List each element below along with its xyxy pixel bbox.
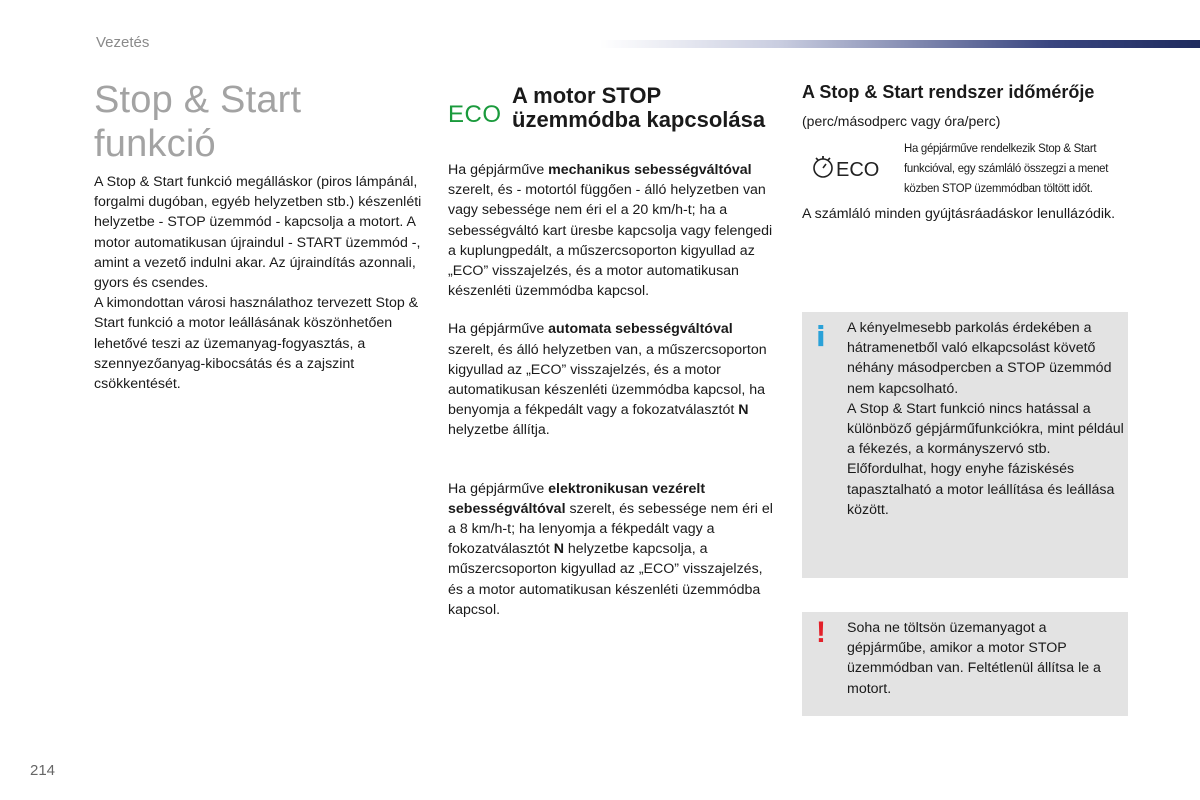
info-note (802, 312, 1128, 578)
timer-eco-label: ECO (836, 159, 880, 181)
stop-mode-column (448, 82, 778, 620)
timer-subtitle: (perc/másodperc vagy óra/perc) (802, 113, 1001, 129)
timer-eco-icon (810, 148, 890, 184)
intro-paragraph-1: A Stop & Start funkció megálláskor (piros lámpánál, forgalmi dugóban, egyéb helyzetben stb.) készenléti helyzetbe - STOP üzemmód - kapcsolja a motort. A motor automatikusan újraindul - START üzemmód -, amint a vezető indulni akar. Az újraindítás azonnali, gyors és csendes. (94, 174, 422, 292)
electronic-gearbox-paragraph: Ha gépjárműve elektronikusan vezérelt sebességváltóval szerelt, és sebessége nem éri el a 8 km/h-t; ha lenyomja a fékpedált vagy a fokozatválasztót N helyzetbe kapcsolja, a műszercsoporton kigyullad az „ECO” visszajelzés, és a motor automatikusan készenléti üzemmódba kapcsol. (448, 480, 773, 618)
intro-column (94, 78, 424, 394)
info-icon: i (816, 320, 826, 353)
timer-reset-text: A számláló minden gyújtásráadáskor lenullázódik. (802, 206, 1116, 222)
info-note-text (847, 318, 1125, 520)
page-title: Stop & Start funkció (94, 79, 302, 165)
warning-note (802, 612, 1128, 716)
intro-paragraph-2: A kimondottan városi használathoz tervezett Stop & Start funkció a motor leállásának köszönhetően lehetővé teszi az üzemanyag-fogyasztás, a szennyezőanyag-kibocsátás és a zajszint csökkentését. (94, 295, 419, 393)
automatic-gearbox-paragraph: Ha gépjárműve automata sebességváltóval szerelt, és álló helyzetben van, a műszercsoporton kigyullad az „ECO” visszajelzés, és a motor automatikusan készenléti üzemmódba kapcsol, ha benyomja a fékpedált vagy a fokozatválasztót N helyzetbe állítja. (448, 321, 767, 439)
eco-icon (448, 92, 504, 132)
eco-icon-label: ECO (448, 101, 502, 128)
manual-gearbox-paragraph: Ha gépjárműve mechanikus sebességváltóval szerelt, és - motortól függően - álló helyzetben van vagy sebessége nem éri el a 20 km/h-t; ha a sebességváltó kart üresbe kapcsolja vagy felengedi a kuplungpedált, a műszercsoporton kigyullad az „ECO” visszajelzés, és a motor automatikusan készenléti üzemmódba kapcsol. (448, 162, 773, 300)
timer-title: A Stop & Start rendszer időmérője (802, 82, 1095, 102)
header-bar (600, 40, 1200, 48)
info-note-text-2: A Stop & Start funkció nincs hatással a különböző gépjárműfunkciókra, mint például a fékezés, a kormányszervó stb. (847, 400, 1124, 458)
stop-mode-header (448, 82, 778, 142)
warning-note-text: Soha ne töltsön üzemanyagot a gépjárműbe, amikor a motor STOP üzemmódban van. Feltétlenül állítsa le a motort. (847, 620, 1101, 697)
stop-mode-title-line1: A motor STOP (512, 83, 662, 108)
page-number: 214 (30, 762, 56, 779)
warning-icon: ! (816, 616, 826, 649)
info-note-text-1: A kényelmesebb parkolás érdekében a hátramenetből való elkapcsolást követő néhány másodpercben a STOP üzemmód nem kapcsolható. (847, 320, 1112, 397)
section-label: Vezetés (96, 34, 150, 51)
stop-mode-title-line2: üzemmódba kapcsolása (512, 107, 766, 132)
timer-description: Ha gépjárműve rendelkezik Stop & Start funkcióval, egy számláló összegzi a menet közben STOP üzemmódban töltött időt. (904, 141, 1109, 195)
timer-column (802, 82, 1132, 224)
info-note-text-3: Előfordulhat, hogy enyhe fáziskésés tapasztalható a motor leállítása és leállása között. (847, 461, 1115, 518)
timer-row (802, 138, 1132, 198)
stop-mode-title (512, 84, 765, 132)
